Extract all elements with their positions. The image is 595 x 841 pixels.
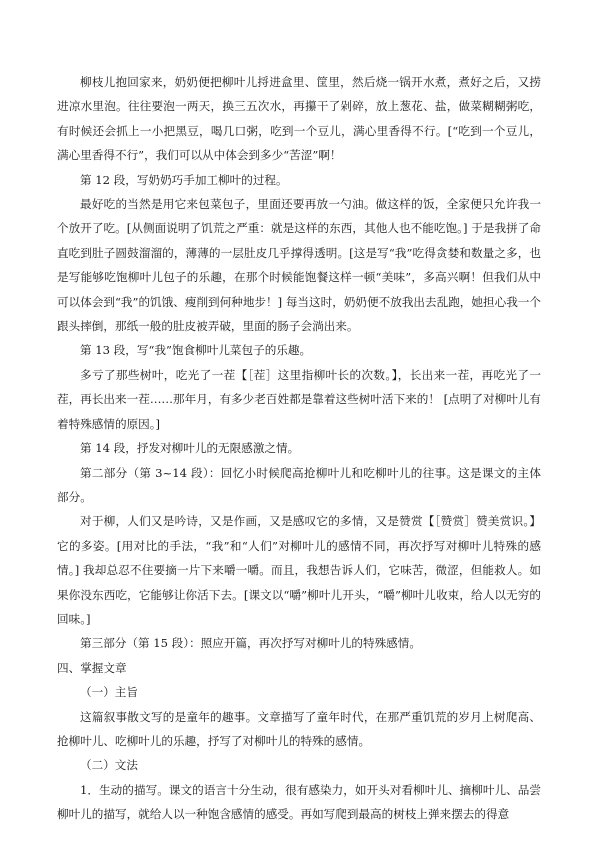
paragraph-13-summary: 第 13 段，写“我”饱食柳叶儿菜包子的乐趣。 [80, 343, 312, 358]
document-page [57, 70, 541, 827]
paragraph-13: 最好吃的当然是用它来包菜包子，里面还要再放一勺油。做这样的饭，全家便只允许我一个放开了吃。[从侧面说明了饥荒之严重：就是这样的东西，其他人也不能吃饱。] 于是我拼了命直吃到肚子圆鼓溜溜的，薄薄的一层肚皮几乎撑得透明。[这是写“我”吃得贪婪和数量之多，也是写能够吃饱柳叶儿包子的乐趣，在那个时候能饱餐这样一顿“美味”，多高兴啊！但我们从中可以体会到“我”的饥饿、瘦削到何种地步！] 每当这时，奶奶便不放我出去乱跑，她担心我一个跟头摔倒，那纸一般的肚皮被弄破，里面的肠子会淌出来。 [57, 197, 541, 334]
part-three-summary: 第三部分（第 15 段）：照应开篇，再次抒写对柳叶儿的特殊感情。 [80, 636, 421, 651]
paragraph-15: 对于柳，人们又是吟诗，又是作画，又是感叹它的多情，又是赞赏【［赞赏］赞美赏识。】它的多姿。[用对比的手法，“我”和“人们”对柳叶儿的感情不同，再次抒写对柳叶儿特殊的感情。] 我却总忍不住要摘一片下来嚼一嚼。而且，我想告诉人们，它味苦，微涩，但能救人。如果你没东西吃，它能够让你活下去。[课文以“嚼”柳叶儿开头，“嚼”柳叶儿收束，给人以无穷的回味。] [57, 514, 542, 626]
paragraph-14-summary: 第 14 段，抒发对柳叶儿的无限感激之情。 [80, 441, 300, 456]
theme-paragraph: 这篇叙事散文写的是童年的趣事。文章描写了童年时代，在那严重饥荒的岁月上树爬高、抢柳叶儿、吃柳叶儿的乐趣，抒写了对柳叶儿的特殊的感情。 [57, 709, 541, 748]
paragraph-14: 多亏了那些树叶，吃光了一茬【［茬］这里指柳叶长的次数。】，长出来一茬，再吃光了一茬，再长出来一茬……那年月，有多少老百姓都是靠着这些树叶活下来的！ [点明了对柳叶儿有着特殊感情的原因。] [57, 367, 541, 431]
subheading-theme: （一）主旨 [80, 685, 138, 700]
subheading-writing: （二）文法 [80, 758, 138, 773]
writing-paragraph-1: 1．生动的描写。课文的语言十分生动，很有感染力，如开头对看柳叶儿、摘柳叶儿、品尝柳叶儿的描写，就给人以一种饱含感情的感受。再如写爬到最高的树枝上弹来摆去的得意 [57, 782, 541, 822]
part-two-summary: 第二部分（第 3~14 段）：回忆小时候爬高抢柳叶儿和吃柳叶儿的往事。这是课文的主体部分。 [57, 465, 541, 504]
section-heading-four: 四、掌握文章 [57, 660, 127, 675]
paragraph-11: 柳枝儿抱回家来，奶奶便把柳叶儿捋进盒里、筐里，然后烧一锅开水煮，煮好之后，又捞进凉水里泡。往往要泡一两天，换三五次水，再攥干了剁碎，放上葱花、盐，做菜糊糊粥吃，有时候还会抓上一小把黑豆，喝几口粥，吃到一个豆儿，满心里香得不行。[“吃到一个豆儿，满心里香得不行”，我们可以从中体会到多少“苦涩”啊！ [57, 75, 541, 163]
paragraph-12-summary: 第 12 段，写奶奶巧手加工柳叶的过程。 [80, 172, 288, 187]
